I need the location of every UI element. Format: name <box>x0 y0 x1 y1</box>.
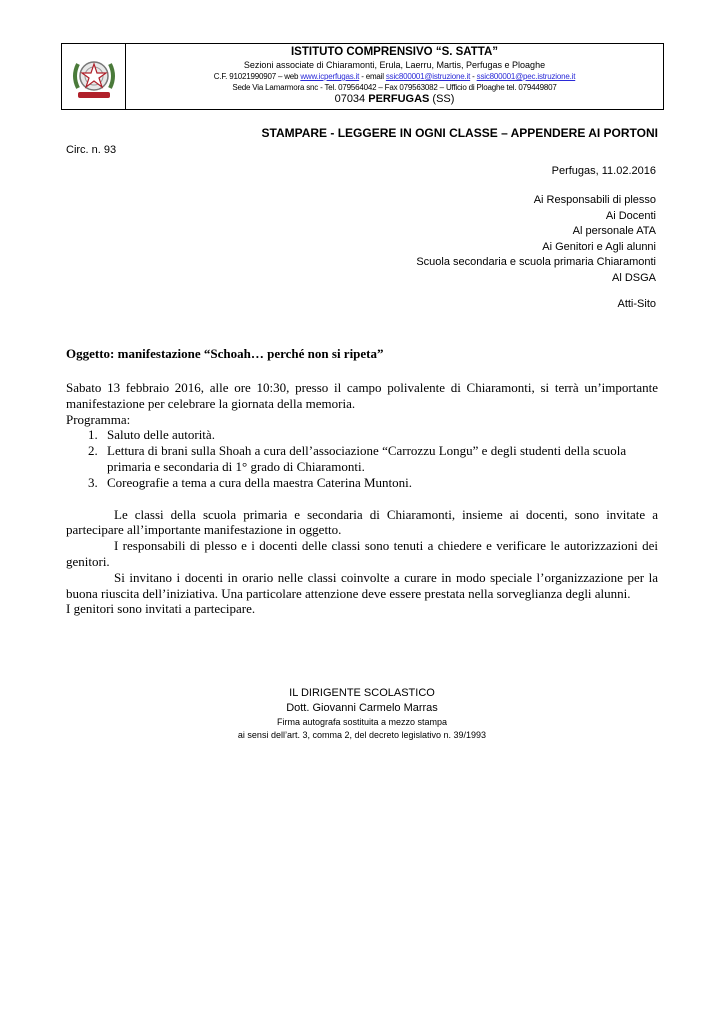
signature-note: Firma autografa sostituita a mezzo stampa <box>276 717 448 727</box>
contact-line <box>126 71 663 82</box>
body-paragraph: Le classi della scuola primaria e secondaria di Chiaramonti, insieme ai docenti, sono invitate a partecipare all’importante manifestazione in oggetto. <box>66 506 658 538</box>
city-line <box>126 93 663 106</box>
emblem-cell <box>62 44 126 109</box>
programma-item: 1. Saluto delle autorità. <box>101 427 658 443</box>
province: (SS) <box>429 93 455 105</box>
programma-item: 3. Coreografie a tema a cura della maestra Caterina Muntoni. <box>101 475 658 491</box>
recipient: Ai Responsabili di plesso <box>533 194 656 206</box>
place-date: Perfugas, 11.02.2016 <box>551 165 656 177</box>
email-label: - email <box>359 72 384 81</box>
pec-separator: - <box>470 72 477 81</box>
recipient: Al DSGA <box>611 271 656 284</box>
letterhead <box>61 43 664 110</box>
recipient: Ai Genitori e Agli alunni <box>542 240 656 253</box>
school-name: ISTITUTO COMPRENSIVO “S. SATTA” <box>290 46 498 58</box>
republic-emblem-icon <box>68 52 120 104</box>
signature-block <box>0 686 724 742</box>
email-link[interactable]: ssic800001@istruzione.it <box>385 72 471 81</box>
signer-role: IL DIRIGENTE SCOLASTICO <box>289 687 435 699</box>
programma-item: 2. Lettura di brani sulla Shoah a cura dell’associazione “Carrozzu Longu” e degli studenti della scuola primaria e secondaria di 1° grado di Chiaramonti. <box>101 443 658 475</box>
body-paragraph: Si invitano i docenti in orario nelle classi coinvolte a curare in modo speciale l’organizzazione per la buona riuscita dell’iniziativa. Una particolare attenzione deve essere prestata nella sorveglianza degli alunni. <box>66 569 658 601</box>
school-sections: Sezioni associate di Chiaramonti, Erula, Laerru, Martis, Perfugas e Ploaghe <box>243 60 546 70</box>
recipient: Al personale ATA <box>572 225 656 237</box>
body-paragraph: I responsabili di plesso e i docenti delle classi sono tenuti a chiedere e verificare le autorizzazioni dei genitori. <box>66 538 658 569</box>
sede-line: Sede Via Lamarmora snc - Tel. 079564042 – Fax 079563082 – Ufficio di Ploaghe tel. 079449807 <box>232 83 557 92</box>
recipient: Scuola secondaria e scuola primaria Chiaramonti <box>416 256 656 268</box>
website-link[interactable]: www.icperfugas.it <box>300 72 360 81</box>
subject-line: Oggetto: manifestazione “Schoah… perché non si ripeta” <box>66 346 384 361</box>
recipient: Ai Docenti <box>605 209 656 222</box>
circular-number: Circ. n. 93 <box>66 144 117 156</box>
signature-legal-note: ai sensi dell’art. 3, comma 2, del decreto legislativo n. 39/1993 <box>237 730 487 740</box>
pec-link[interactable]: ssic800001@pec.istruzione.it <box>476 72 576 81</box>
atti-sito: Atti-Sito <box>617 298 656 310</box>
programma-list <box>66 427 658 490</box>
letter-body <box>66 380 658 617</box>
letterhead-text <box>126 45 663 106</box>
signer-name: Dott. Giovanni Carmelo Marras <box>286 702 438 714</box>
postal-code: 07034 <box>334 93 369 105</box>
city-name: PERFUGAS <box>368 93 430 105</box>
programma-label: Programma: <box>66 411 131 427</box>
intro-paragraph: Sabato 13 febbraio 2016, alle ore 10:30, presso il campo polivalente di Chiaramonti, si terrà un’importante manifestazione per celebrare la giornata della memoria. <box>66 380 658 411</box>
tax-code: C.F. 91021990907 – web <box>213 72 299 81</box>
recipients-list <box>416 193 656 286</box>
body-paragraph: I genitori sono invitati a partecipare. <box>66 601 256 617</box>
posting-instruction: STAMPARE - LEGGERE IN OGNI CLASSE – APPENDERE AI PORTONI <box>261 126 658 140</box>
